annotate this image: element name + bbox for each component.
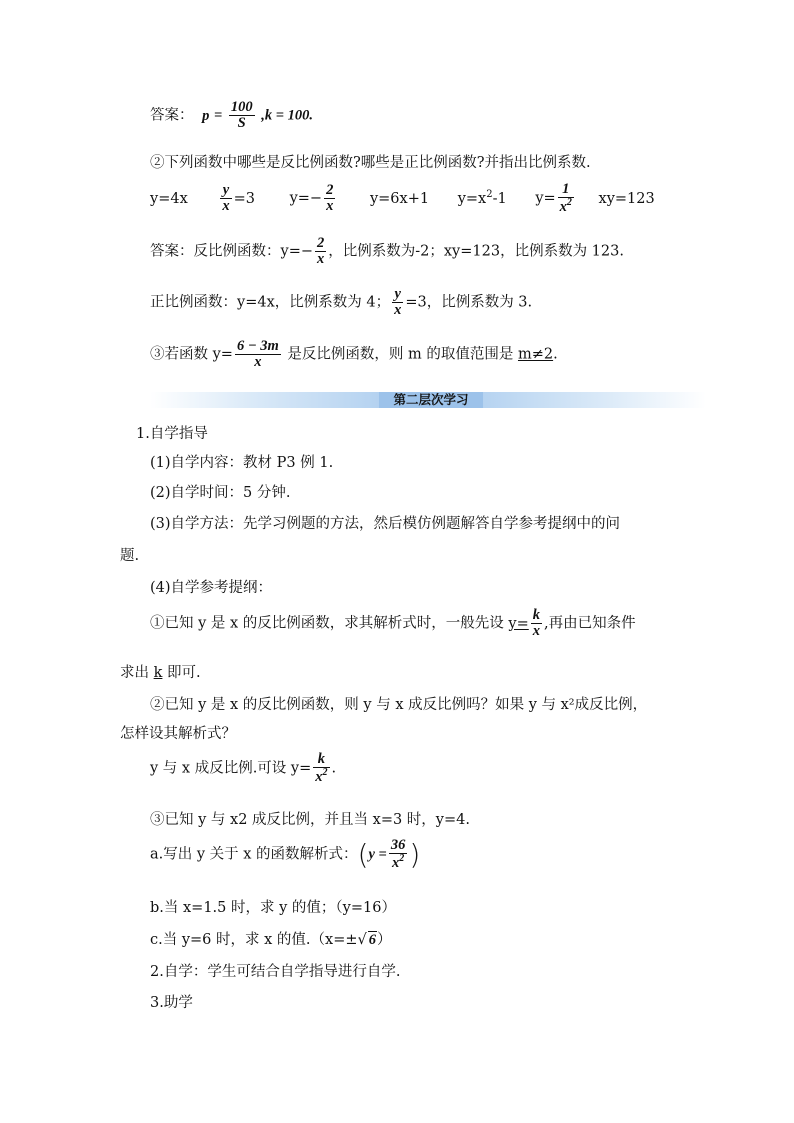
fn-6-den-x: x: [559, 199, 567, 216]
o2c-den-x: x: [315, 769, 323, 786]
question-2: ②下列函数中哪些是反比例函数?哪些是正比例函数?并指出比例系数.: [150, 155, 591, 171]
oa-den-x: x: [391, 855, 400, 872]
heading-self-study-guide: 1.自学指导: [136, 426, 208, 442]
o1-pre: ①已知 y 是 x 的反比例函数，求其解析式时，一般先设: [150, 615, 509, 632]
fn-6-den-sup: 2: [566, 197, 572, 209]
oa-pre: a.写出 y 关于 x 的函数解析式：: [150, 846, 358, 863]
ans2-num: 2: [317, 235, 325, 251]
o2c-den-sup: 2: [322, 767, 328, 779]
o1b-underline: k: [153, 665, 163, 681]
ans3-fraction: [392, 287, 403, 318]
fn-3-num: 2: [326, 181, 334, 198]
outline-3c: [150, 928, 392, 949]
answer-rest: ,k = 100.: [261, 107, 313, 124]
outline-3b: b.当 x=1.5 时，求 y 的值；（y=16）: [150, 900, 396, 916]
o2c-den: [313, 768, 329, 785]
o1-num: k: [532, 607, 541, 623]
answer-line-1: [150, 100, 313, 131]
o1b-pre: 求出: [120, 665, 154, 681]
oa-paren-open: (: [357, 838, 369, 872]
fn-3-pre: y=−: [289, 190, 323, 207]
fn-5-pre: y=x: [457, 190, 487, 207]
o2c-post: .: [331, 760, 337, 777]
o1-post: ,再由已知条件: [544, 615, 636, 632]
outline-3: ③已知 y 与 x2 成反比例，并且当 x=3 时，y=4.: [150, 812, 470, 828]
o1-fraction: [531, 608, 542, 639]
answer-label: 答案：: [150, 107, 194, 124]
o1-den: x: [532, 623, 541, 640]
outline-1-line-1: [150, 608, 636, 639]
ans3-den: x: [394, 302, 402, 319]
fn-2-fraction: [220, 183, 231, 214]
oa-den: [389, 854, 408, 871]
ans2-den: x: [317, 251, 325, 268]
ans3-pre: 正比例函数：y=4x，比例系数为 4；: [150, 294, 391, 311]
function-list: [150, 182, 655, 215]
fn-2-rest: =3: [233, 190, 255, 207]
o1-underline: [508, 607, 544, 640]
ans2-post: ，比例系数为-2；xy=123，比例系数为 123.: [328, 243, 624, 260]
outline-3a: [150, 838, 420, 871]
q3-den: x: [254, 354, 262, 371]
outline-2-answer: [150, 752, 336, 785]
oa-y: y =: [368, 846, 387, 863]
sqrt-sign: √: [357, 932, 367, 948]
q3-end: .: [553, 346, 558, 363]
oa-num: 36: [390, 837, 406, 853]
ans2-pre: 答案：反比例函数：y=−: [150, 243, 313, 260]
o1-u: y=: [508, 615, 529, 632]
fn-2-num: y: [220, 183, 231, 199]
answer-frac-num: 100: [230, 99, 253, 115]
answer-fraction: [229, 100, 255, 131]
question-3: [150, 339, 558, 370]
fn-3-fraction: [324, 183, 335, 214]
oc-pre: c.当 y=6 时，求 x 的值.（x=±: [150, 932, 358, 948]
q3-mid: 是反比例函数，则 m 的取值范围是: [282, 346, 518, 363]
step-2: 2.自学：学生可结合自学指导进行自学.: [150, 964, 401, 980]
step-3: 3.助学: [150, 995, 193, 1011]
oa-paren-close: ): [409, 838, 421, 872]
answer-line-2: [150, 236, 624, 267]
answer-frac-den: S: [237, 115, 246, 132]
answer-line-3: [150, 287, 532, 318]
outline-2-line-2: 怎样设其解析式？: [120, 726, 236, 742]
q3-num: 6 − 3m: [236, 338, 279, 354]
fn-5-sup: 2: [486, 188, 493, 200]
q3-answer: m≠2: [517, 346, 554, 363]
o2c-pre: y 与 x 成反比例.可设 y=: [150, 760, 312, 777]
oa-fraction: [389, 838, 408, 871]
outline-2-line-1: ②已知 y 是 x 的反比例函数，则 y 与 x 成反比例吗？如果 y 与 x²成反比例，: [150, 697, 648, 713]
item-3-line-2: 题.: [120, 548, 140, 564]
o2c-fraction: [313, 752, 329, 785]
answer-eq: =: [213, 107, 223, 124]
oc-sqrt: 6: [368, 932, 376, 948]
oc-post: ）: [377, 932, 392, 948]
fn-6-den: [558, 198, 574, 215]
o1b-post: 即可.: [162, 665, 201, 681]
section-banner-label: 第二层次学习: [379, 392, 483, 408]
ans2-fraction: [315, 236, 326, 267]
q3-fraction: [235, 339, 281, 370]
item-4: (4)自学参考提纲：: [150, 580, 273, 596]
fn-6-fraction: [558, 182, 574, 215]
fn-2-den: x: [222, 198, 230, 215]
q3-pre: ③若函数 y=: [150, 346, 233, 363]
ans3-post: =3，比例系数为 3.: [405, 294, 533, 311]
fn-6-pre: y=: [535, 190, 556, 207]
ans3-num: y: [392, 287, 403, 303]
oa-den-sup: 2: [399, 853, 405, 865]
fn-4: y=6x+1: [369, 190, 430, 207]
outline-1-line-2: [120, 661, 201, 682]
item-2: (2)自学时间：5 分钟.: [150, 485, 291, 501]
fn-6-num: 1: [558, 182, 574, 198]
o2c-num: k: [313, 752, 329, 768]
item-1: (1)自学内容：教材 P3 例 1.: [150, 455, 334, 471]
item-3-line-1: (3)自学方法：先学习例题的方法，然后模仿例题解答自学参考提纲中的问: [150, 516, 621, 532]
fn-5: [457, 188, 507, 207]
fn-3-den: x: [326, 198, 334, 215]
answer-p: p: [202, 107, 210, 124]
fn-5-post: -1: [492, 190, 507, 207]
fn-1: y=4x: [150, 190, 188, 207]
fn-7: xy=123: [598, 190, 655, 207]
